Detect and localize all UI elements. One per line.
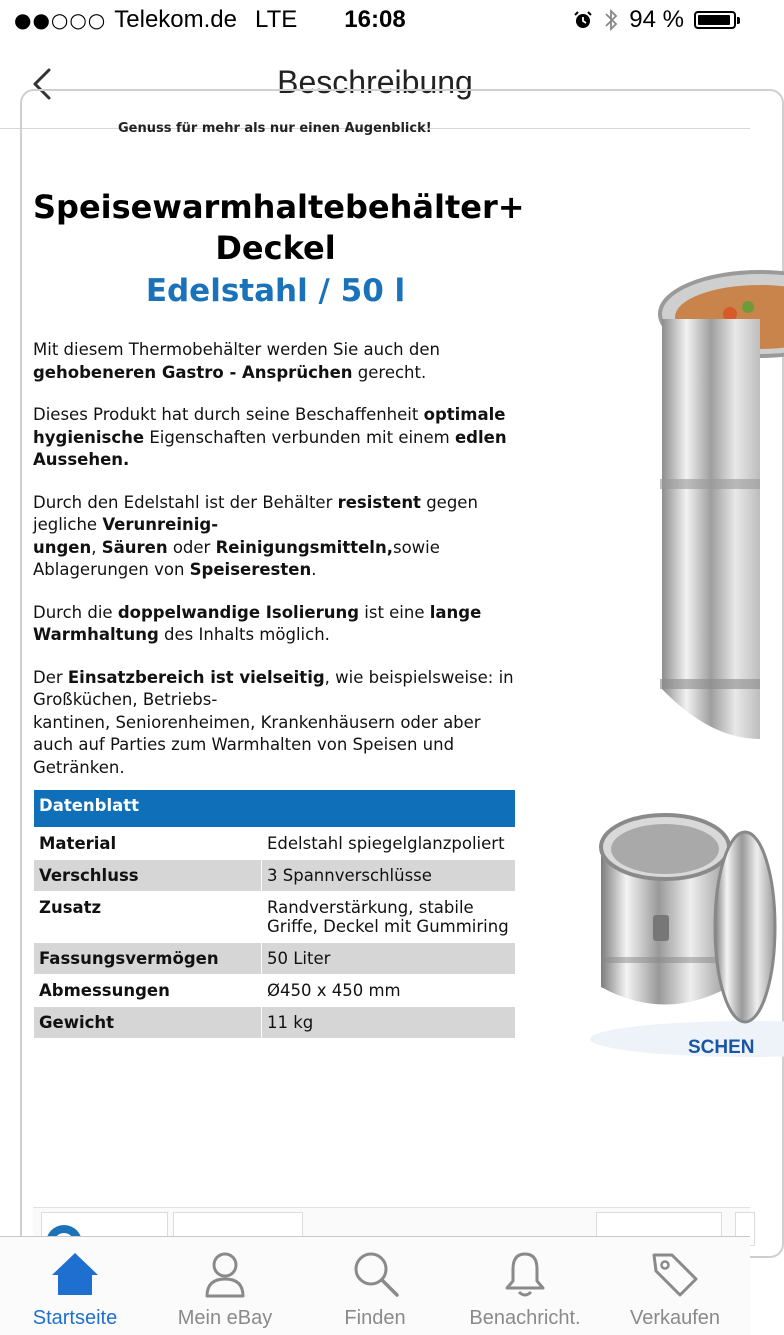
p3k: Speiseresten bbox=[189, 560, 312, 579]
p2a: Dieses Produkt hat durch seine Beschaffenheit bbox=[33, 405, 424, 424]
datasheet-value: 3 Spannverschlüsse bbox=[262, 860, 516, 892]
p3d: Verunreinig- bbox=[102, 515, 219, 534]
datasheet-header: Datenblatt bbox=[34, 790, 516, 828]
tab-benachrichtigungen[interactable] bbox=[450, 1237, 600, 1335]
battery-icon bbox=[694, 11, 736, 29]
p5b: Einsatzbereich ist vielseitig bbox=[67, 667, 325, 687]
product-image-container-bottom bbox=[595, 807, 755, 1067]
p3h: oder bbox=[167, 537, 216, 557]
datasheet-key: Gewicht bbox=[34, 1007, 262, 1039]
p2c: Eigenschaften verbunden mit einem bbox=[144, 427, 455, 447]
table-row bbox=[34, 892, 516, 943]
page-title: Beschreibung bbox=[277, 64, 473, 100]
bell-icon bbox=[500, 1249, 550, 1299]
datasheet-key: Abmessungen bbox=[34, 975, 262, 1007]
datasheet-value: Ø450 x 450 mm bbox=[262, 975, 516, 1007]
p4c: ist eine bbox=[359, 602, 430, 622]
product-image-container-top bbox=[650, 259, 760, 759]
p4d: lange Warmhaltung bbox=[33, 602, 482, 644]
table-row bbox=[34, 828, 516, 860]
p3i: Reinigungsmitteln, bbox=[215, 537, 393, 557]
paragraph-insulation bbox=[33, 602, 518, 647]
alarm-icon bbox=[573, 10, 593, 30]
datasheet-key: Verschluss bbox=[34, 860, 262, 892]
product-description bbox=[33, 187, 525, 799]
tab-bar bbox=[0, 1236, 750, 1335]
tab-verkaufen[interactable] bbox=[600, 1237, 750, 1335]
product-title bbox=[33, 187, 525, 269]
datasheet-key: Fassungsvermögen bbox=[34, 943, 262, 975]
tab-label: Benachricht. bbox=[469, 1307, 581, 1329]
p1c: gerecht. bbox=[352, 362, 427, 382]
network-type: LTE bbox=[255, 6, 298, 33]
tab-label: Finden bbox=[344, 1307, 406, 1329]
signal-strength-icon: ●●○○○ bbox=[14, 8, 107, 32]
product-title-line1: Speisewarmhaltebehälter+ bbox=[33, 188, 525, 226]
p2d: edlen Aussehen. bbox=[33, 427, 507, 469]
p3b: resistent bbox=[337, 492, 421, 512]
battery-percentage: 94 % bbox=[629, 6, 684, 33]
p3g: Säuren bbox=[101, 537, 168, 557]
datasheet-value: 50 Liter bbox=[262, 943, 516, 975]
table-row bbox=[34, 943, 516, 975]
p5d: kantinen, Seniorenheimen, Krankenhäusern oder aber auch auf Parties zum Warmhalten von Speisen und Getränken. bbox=[33, 712, 481, 777]
datasheet-key: Material bbox=[34, 828, 262, 860]
cut-off-slogan: Genuss für mehr als nur einen Augenblick! bbox=[118, 121, 432, 136]
p4a: Durch die bbox=[33, 602, 118, 622]
description-content[interactable] bbox=[0, 121, 755, 1236]
clock: 16:08 bbox=[344, 6, 406, 33]
p3j: sowie Ablagerungen von bbox=[33, 537, 440, 579]
p3e: ungen bbox=[33, 537, 92, 557]
tab-label: Mein eBay bbox=[177, 1307, 273, 1329]
datasheet-value: Randverstärkung, stabile Griffe, Deckel mit Gummiring bbox=[262, 892, 516, 943]
status-bar bbox=[0, 0, 750, 40]
p1a: Mit diesem Thermobehälter werden Sie auch den bbox=[33, 340, 440, 359]
p3c: gegen jegliche bbox=[33, 492, 478, 534]
paragraph-resistance bbox=[33, 492, 518, 582]
product-image-brand-text: SCHEN bbox=[688, 1037, 755, 1058]
tab-startseite[interactable] bbox=[0, 1237, 150, 1335]
tag-icon bbox=[650, 1249, 700, 1299]
paragraph-gastro bbox=[33, 339, 518, 384]
datasheet-key: Zusatz bbox=[34, 892, 262, 943]
battery-fill bbox=[698, 15, 730, 25]
datasheet-header-row bbox=[34, 790, 516, 828]
home-icon bbox=[50, 1249, 100, 1299]
search-icon bbox=[350, 1249, 400, 1299]
tab-label: Startseite bbox=[32, 1307, 118, 1329]
tab-label: Verkaufen bbox=[629, 1307, 721, 1329]
bluetooth-icon bbox=[603, 8, 619, 32]
product-title-line2: Deckel bbox=[215, 229, 336, 267]
p2b: optimale hygienische bbox=[33, 405, 506, 447]
p3l: . bbox=[311, 560, 317, 579]
carrier-name: Telekom.de bbox=[114, 6, 237, 33]
table-row bbox=[34, 975, 516, 1007]
p5a: Der bbox=[33, 667, 68, 687]
p4b: doppelwandige Isolierung bbox=[117, 602, 360, 622]
p5c: , wie beispielsweise: in Großküchen, Betriebs- bbox=[33, 667, 514, 709]
p3a: Durch den Edelstahl ist der Behälter bbox=[33, 492, 338, 512]
paragraph-usage bbox=[33, 667, 518, 780]
product-subtitle: Edelstahl / 50 l bbox=[145, 273, 406, 309]
person-icon bbox=[200, 1249, 250, 1299]
datasheet-table bbox=[33, 789, 516, 1039]
datasheet-value: 11 kg bbox=[262, 1007, 516, 1039]
table-row bbox=[34, 1007, 516, 1039]
p3f: , bbox=[91, 537, 102, 557]
paragraph-hygiene bbox=[33, 404, 518, 472]
tab-mein-ebay[interactable] bbox=[150, 1237, 300, 1335]
p4e: des Inhalts möglich. bbox=[158, 625, 330, 644]
datasheet-value: Edelstahl spiegelglanzpoliert bbox=[262, 828, 516, 860]
tab-finden[interactable] bbox=[300, 1237, 450, 1335]
table-row bbox=[34, 860, 516, 892]
p1b: gehobeneren Gastro - Ansprüchen bbox=[33, 362, 353, 382]
